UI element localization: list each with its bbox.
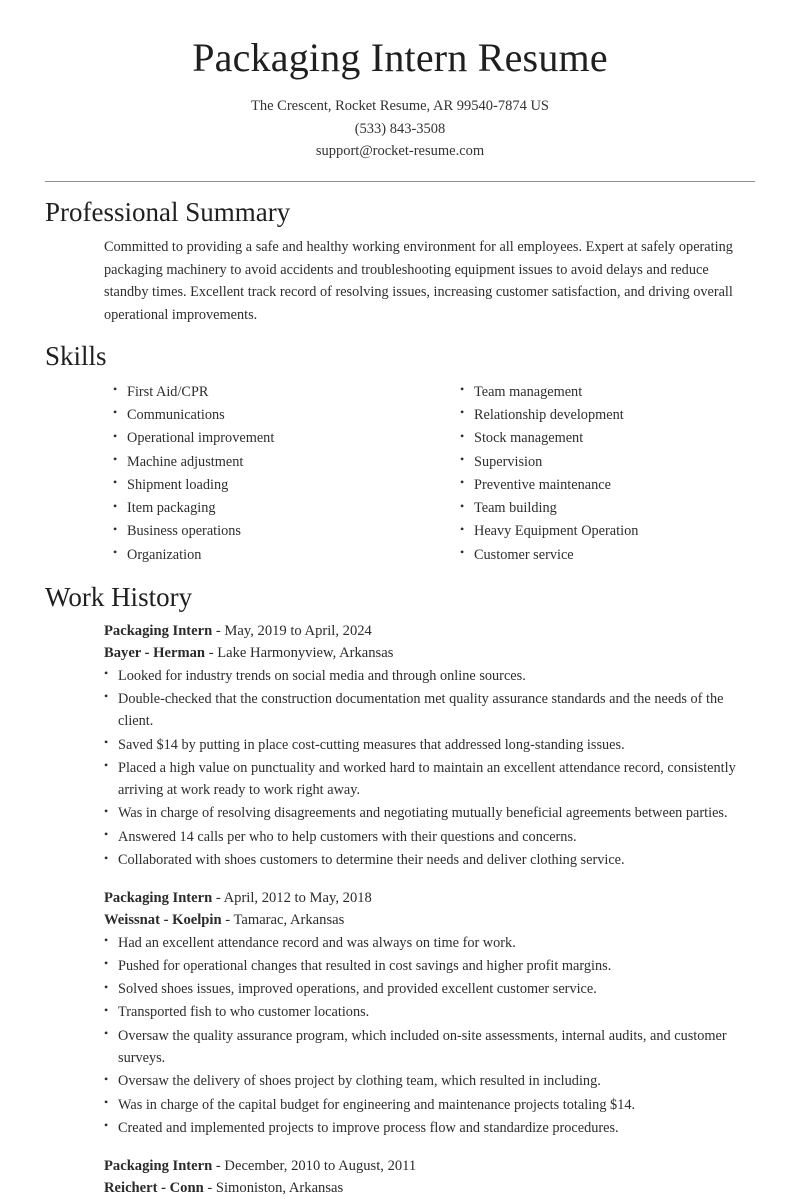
list-item: • Preventive maintenance — [460, 474, 755, 496]
list-item: • Team management — [460, 381, 755, 403]
list-item: • Shipment loading — [113, 474, 434, 496]
skills-list-right — [460, 381, 755, 566]
list-item: • Team building — [460, 497, 755, 519]
list-item: • Had an excellent attendance record and was always on time for work. — [104, 932, 755, 954]
section-skills — [45, 340, 755, 567]
job-company-line — [104, 1178, 755, 1199]
list-item: • Pushed for operational changes that resulted in cost savings and higher profit margins. — [104, 955, 755, 977]
list-item: • Item packaging — [113, 497, 434, 519]
list-item: • First Aid/CPR — [113, 381, 434, 403]
work-history-entry — [104, 621, 755, 871]
list-item: • Heavy Equipment Operation — [460, 520, 755, 542]
job-location: Simoniston, Arkansas — [215, 1179, 344, 1196]
page-title: Packaging Intern Resume — [192, 35, 608, 80]
job-title: Packaging Intern — [104, 890, 213, 907]
list-item: • Supervision — [460, 451, 755, 473]
list-item: • Operational improvement — [113, 427, 434, 449]
job-company: Bayer - Herman — [104, 645, 206, 662]
job-bullet-list — [104, 665, 755, 872]
skills-columns — [45, 381, 755, 567]
title-date-separator: - — [212, 1158, 225, 1175]
list-item: • Was in charge of the capital budget for engineering and maintenance projects totaling $14. — [104, 1094, 755, 1116]
list-item: • Relationship development — [460, 404, 755, 426]
professional-summary-text: Committed to providing a safe and healthy working environment for all employees. Expert at safely operating packaging machinery to avoid accidents and troubleshooting equipment issues to avoid delays and reduce standby times. Excellent track record of resolving issues, increasing customer satisfaction, and driving overall operational improvements. — [104, 238, 733, 323]
company-location-separator: - — [221, 911, 234, 928]
job-company: Weissnat - Koelpin — [104, 911, 222, 928]
section-heading-work-history: Work History — [45, 582, 193, 613]
job-location: Lake Harmonyview, Arkansas — [217, 645, 394, 662]
professional-summary-body — [45, 236, 755, 326]
job-title-line — [104, 621, 755, 643]
job-location: Tamarac, Arkansas — [233, 911, 345, 928]
list-item: • Answered 14 calls per who to help customers with their questions and concerns. — [104, 826, 755, 848]
job-bullet-list — [104, 932, 755, 1140]
list-item: • Was in charge of resolving disagreements and negotiating mutually beneficial agreements between parties. — [104, 802, 755, 824]
list-item: • Communications — [113, 404, 434, 426]
list-item: • Double-checked that the construction documentation met quality assurance standards and the needs of the client. — [104, 688, 755, 733]
section-heading-skills: Skills — [45, 341, 107, 372]
list-item: • Business operations — [113, 520, 434, 542]
skills-column-left — [113, 381, 434, 567]
work-history-body — [45, 621, 755, 1199]
resume-body — [0, 196, 800, 1199]
resume-header — [0, 0, 800, 163]
job-dates: May, 2019 to April, 2024 — [224, 623, 372, 640]
list-item: • Saved $14 by putting in place cost-cutting measures that addressed long-standing issues. — [104, 734, 755, 756]
company-location-separator: - — [205, 645, 218, 662]
header-divider — [45, 181, 755, 182]
skills-list-left — [113, 381, 434, 566]
job-title: Packaging Intern — [104, 1158, 213, 1175]
job-title: Packaging Intern — [104, 623, 213, 640]
section-work-history — [45, 581, 755, 1199]
contact-address: The Crescent, Rocket Resume, AR 99540-7874 US — [250, 98, 549, 115]
job-company-line — [104, 643, 755, 665]
list-item: • Stock management — [460, 427, 755, 449]
job-dates: December, 2010 to August, 2011 — [224, 1158, 417, 1175]
job-company-line — [104, 910, 755, 932]
list-item: • Placed a high value on punctuality and worked hard to maintain an excellent attendance record, consistently arriving at work ready to work right away. — [104, 757, 755, 802]
list-item: • Transported fish to who customer locations. — [104, 1001, 755, 1023]
list-item: • Looked for industry trends on social media and through online sources. — [104, 665, 755, 687]
job-dates: April, 2012 to May, 2018 — [223, 890, 372, 907]
title-date-separator: - — [212, 890, 224, 907]
list-item: • Customer service — [460, 544, 755, 566]
work-history-entry — [104, 888, 755, 1139]
contact-email: support@rocket-resume.com — [315, 143, 485, 160]
skills-column-right — [434, 381, 755, 567]
job-company: Reichert - Conn — [104, 1179, 204, 1196]
list-item: • Created and implemented projects to improve process flow and standardize procedures. — [104, 1117, 755, 1139]
work-history-entry — [104, 1156, 755, 1199]
list-item: • Oversaw the quality assurance program, which included on-site assessments, internal audits, and customer surveys. — [104, 1025, 755, 1070]
list-item: • Oversaw the delivery of shoes project by clothing team, which resulted in including. — [104, 1070, 755, 1092]
contact-phone: (533) 843-3508 — [354, 120, 446, 137]
job-title-line — [104, 1156, 755, 1178]
section-heading-professional-summary: Professional Summary — [45, 196, 291, 227]
list-item: • Collaborated with shoes customers to determine their needs and deliver clothing service. — [104, 849, 755, 871]
list-item: • Machine adjustment — [113, 451, 434, 473]
company-location-separator: - — [203, 1179, 216, 1196]
title-date-separator: - — [212, 623, 225, 640]
section-professional-summary — [45, 196, 755, 327]
job-title-line — [104, 888, 755, 910]
list-item: • Organization — [113, 544, 434, 566]
list-item: • Solved shoes issues, improved operations, and provided excellent customer service. — [104, 978, 755, 1000]
